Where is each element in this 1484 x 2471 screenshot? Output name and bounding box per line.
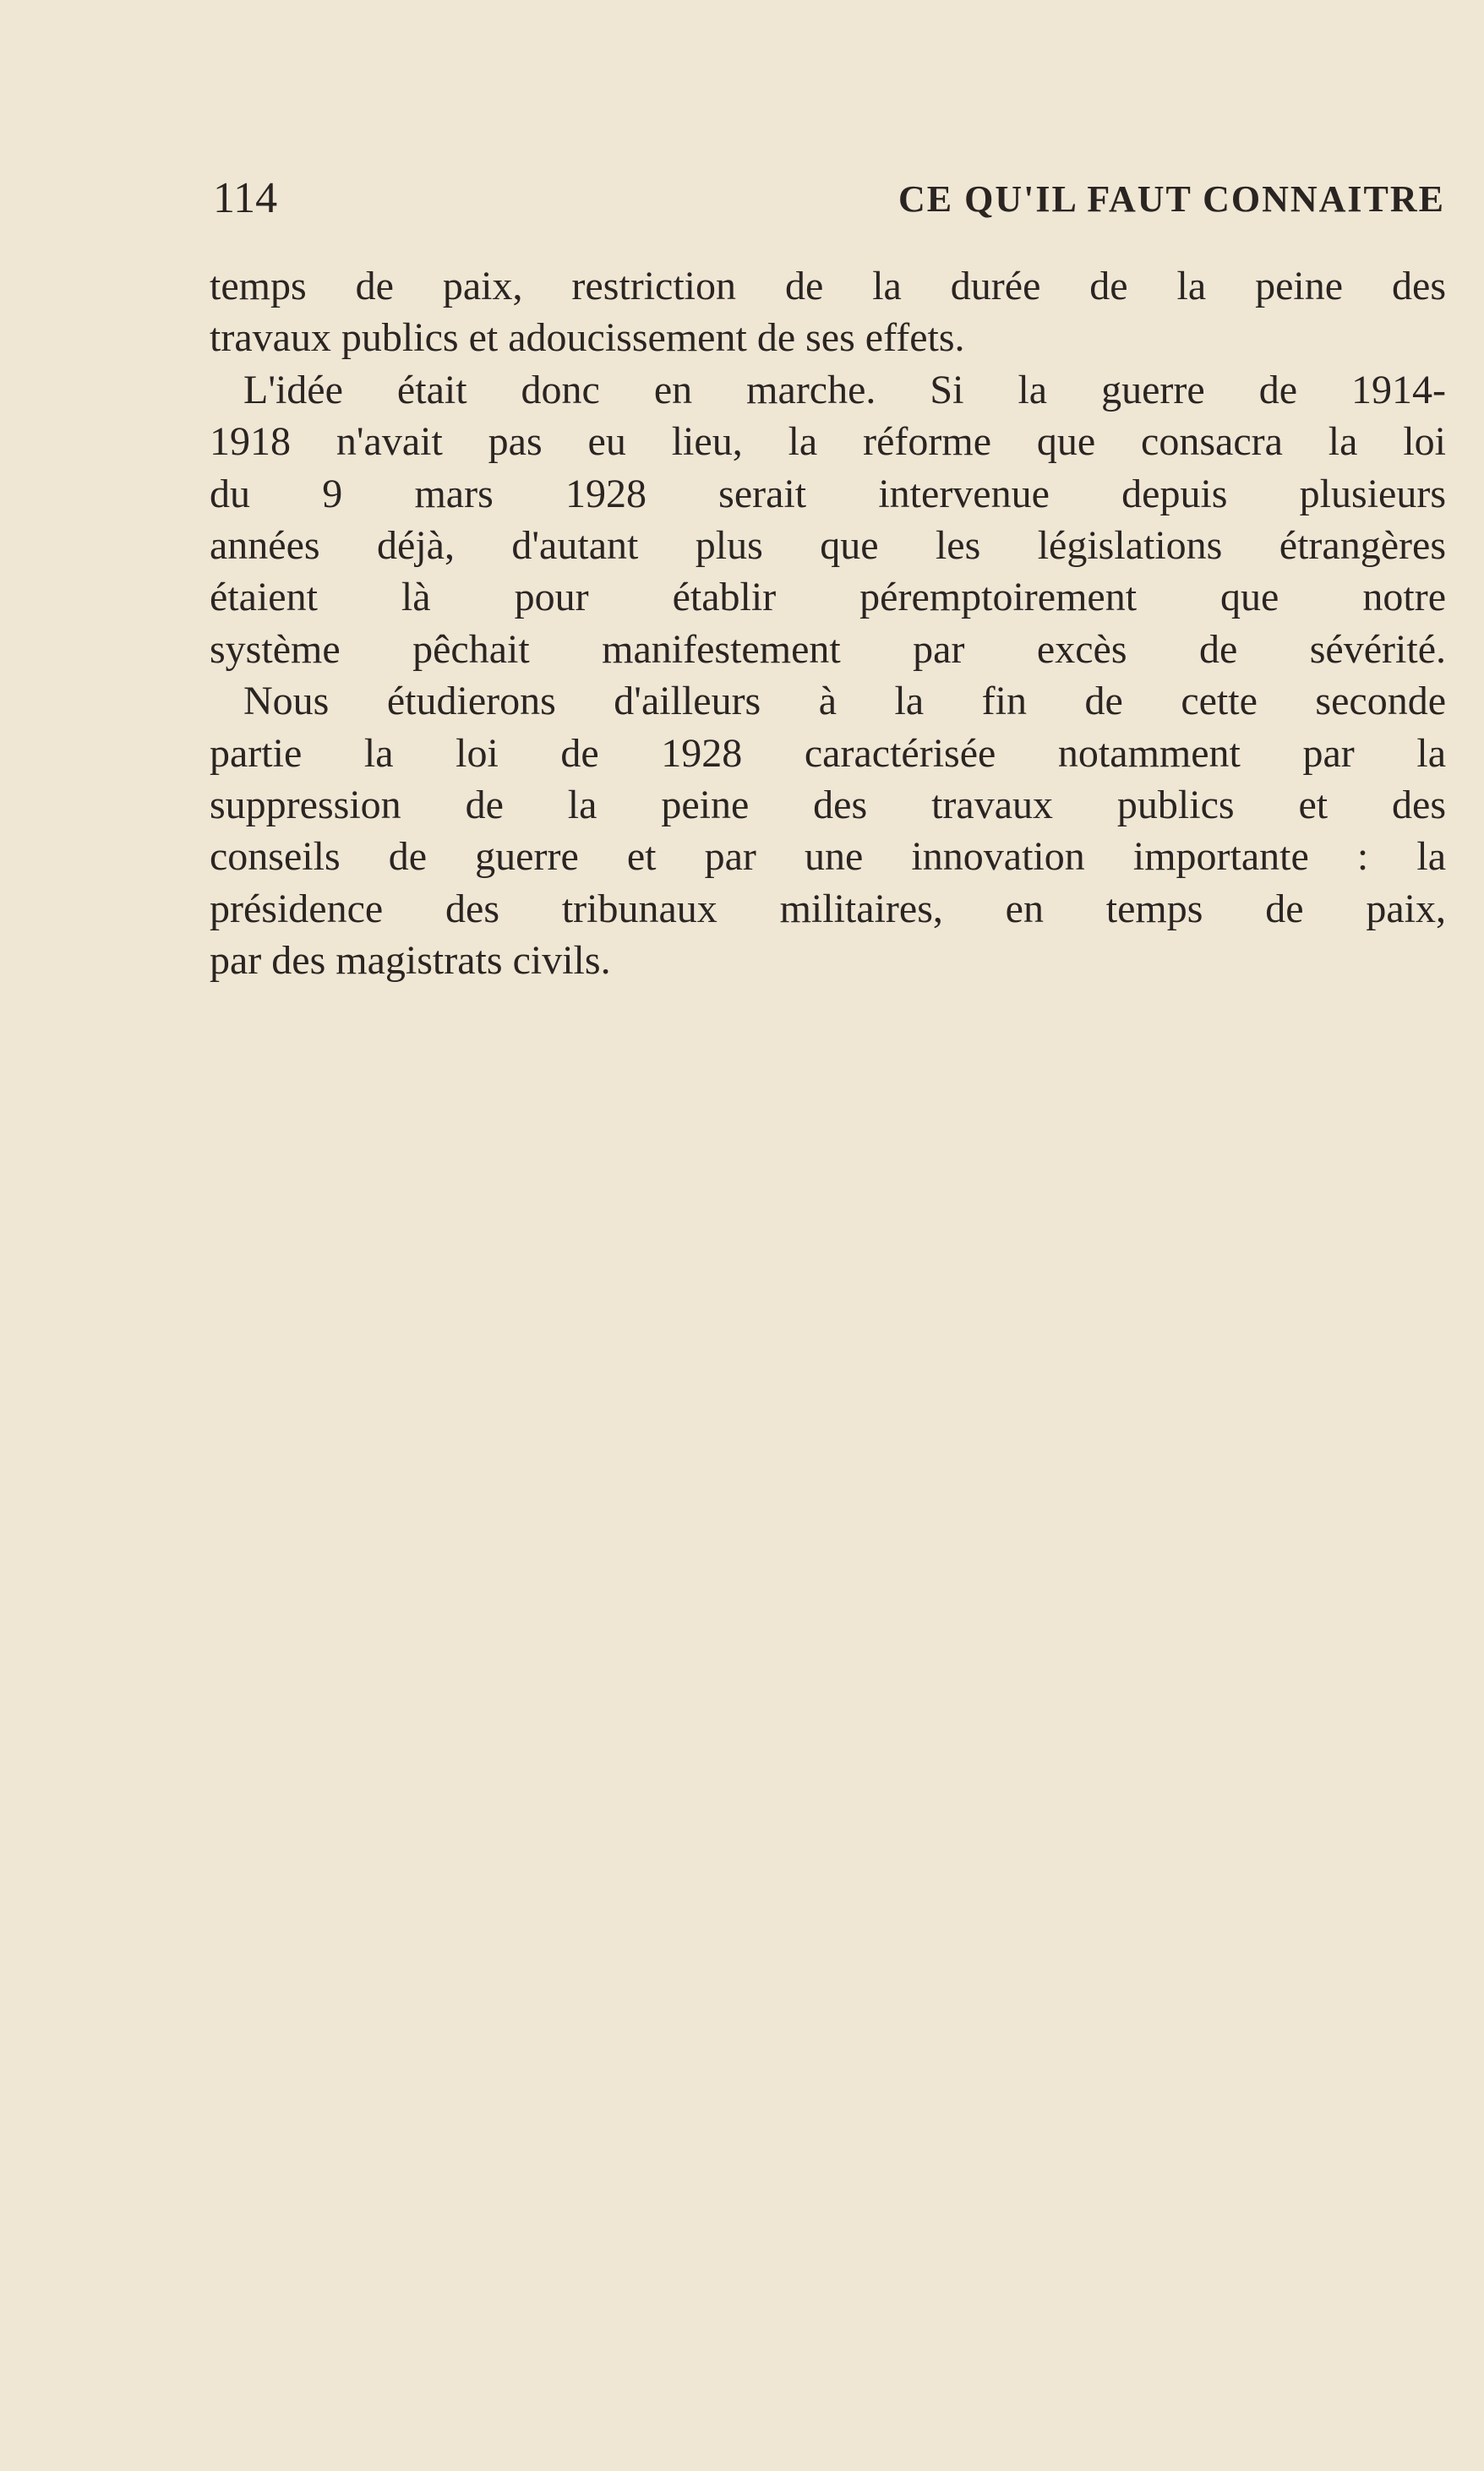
text-line: L'idée était donc en marche. Si la guerre de 1914-: [243, 367, 1446, 412]
text-line: conseils de guerre et par une innovation importante : la: [210, 834, 1446, 880]
text-line: temps de paix, restriction de la durée de la peine des: [210, 264, 1446, 308]
text-line: présidence des tribunaux militaires, en temps de paix,: [210, 886, 1446, 931]
text-line: système pêchait manifestement par excès de sévérité.: [210, 626, 1446, 672]
text-line: 1918 n'avait pas eu lieu, la réforme que consacra la loi: [210, 419, 1446, 465]
text-line: étaient là pour établir péremptoirement que notre: [210, 575, 1446, 620]
text-line: partie la loi de 1928 caractérisée notamment par la: [210, 730, 1446, 776]
body-text: [210, 260, 1446, 986]
running-head: CE QU'IL FAUT CONNAITRE: [897, 178, 1445, 220]
page-number: 114: [213, 174, 278, 222]
text-line: travaux publics et adoucissement de ses effets.: [210, 315, 965, 361]
text-line: par des magistrats civils.: [210, 938, 611, 984]
text-line: du 9 mars 1928 serait intervenue depuis plusieurs: [210, 471, 1446, 516]
text-line: suppression de la peine des travaux publics et des: [210, 782, 1446, 827]
text-line: années déjà, d'autant plus que les législations étrangères: [210, 522, 1446, 568]
text-line: Nous étudierons d'ailleurs à la fin de cette seconde: [243, 679, 1446, 724]
